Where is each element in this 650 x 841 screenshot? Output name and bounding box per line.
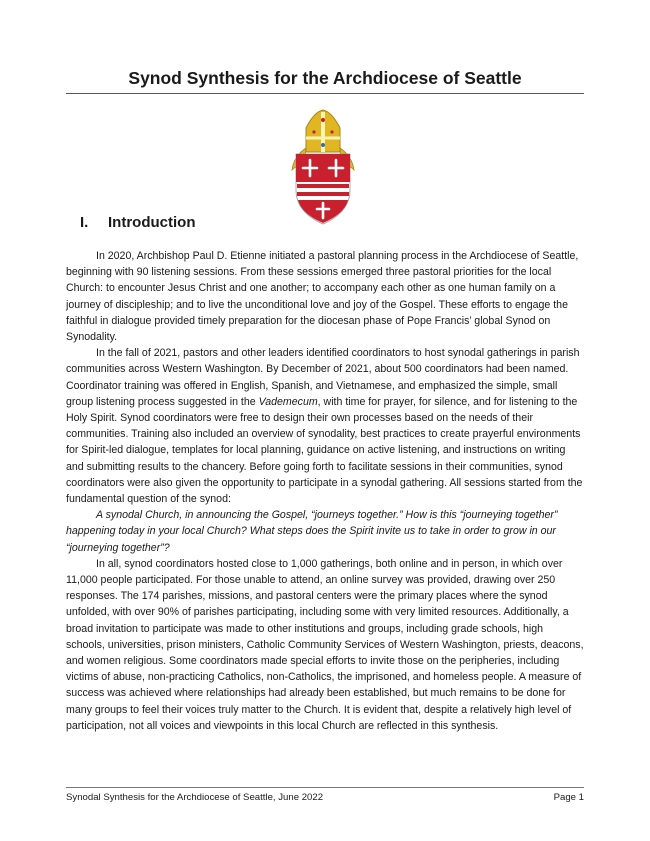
- title-divider: [66, 93, 584, 94]
- paragraph-text: In the fall of 2021, pastors and other leaders identified coordinators to host synodal gatherings in parish communities across Western Washington. By December of 2021, about 500 coordinators had been named. Coordinator training was offered in English, Spanish, and Vietnamese, and emphasized the simple, small group listening process suggested in the: [66, 347, 580, 408]
- paragraph: [66, 345, 584, 507]
- footer-divider: [66, 787, 584, 788]
- archdiocese-coat-of-arms-icon: [284, 108, 362, 228]
- paragraph: [66, 556, 584, 734]
- synod-question: [66, 507, 584, 556]
- paragraph-text: In all, synod coordinators hosted close to 1,000 gatherings, both online and in person, in which over 11,000 people participated. For those unable to attend, an online survey was provided, drawing over 250 responses. The 174 parishes, missions, and pastoral centers were the primary places where the synod unfolded, with over 90% of parishes participating, including some with very limited resources. Additionally, a broad invitation to participate was made to other institutions and groups, including grade schools, high schools, universities, prison ministers, Catholic Community Services of Western Washington, priests, deacons, and women religious. Some coordinators made special efforts to invite those on the peripheries, including victims of abuse, non-practicing Catholics, non-Catholics, the imprisoned, and homeless people. A measure of success was achieved where relationships had already been established, but much remains to be done for many groups to feel their voices truly matter to the Church. It is evident that, despite a relatively high level of participation, not all voices and viewpoints in this local Church are reflected in this synthesis.: [66, 557, 584, 732]
- emphasis-text: Vademecum: [258, 395, 318, 408]
- footer-document-title: Synodal Synthesis for the Archdiocese of Seattle, June 2022: [66, 792, 324, 803]
- question-text: A synodal Church, in announcing the Gospel, “journeys together.” How is this “journeying together” happening today in your local Church? What steps does the Spirit invite us to take in order to grow in our “journeying together”?: [66, 509, 558, 554]
- page-number: Page 1: [553, 792, 584, 803]
- section-heading: [80, 214, 195, 231]
- paragraph-text: In 2020, Archbishop Paul D. Etienne initiated a pastoral planning process in the Archdiocese of Seattle, beginning with 90 listening sessions. From these sessions emerged three pastoral priorities for the local Church: to encounter Jesus Christ and one another; to accompany each other as one human family on a journey of discipleship; and to live the unconditional love and joy of the Gospel. These efforts to engage the faithful in dialogue provided timely preparation for the diocesan phase of Pope Francis’ global Synod on Synodality.: [66, 250, 579, 344]
- section-number: I.: [80, 214, 89, 231]
- paragraph: [66, 248, 584, 345]
- paragraph-text: , with time for prayer, for silence, and for listening to the Holy Spirit. Synod coordinators were free to design their own processes based on the needs of their communities. Training also included an overview of synodality, best practices to create prayerful environments for Spirit-led dialogue, templates for local planning, guidance on active listening, and instructions on writing and submitting results to the chancery. Before going forth to facilitate sessions in their communities, synod coordinators were also given the opportunity to participate in a synodal gathering. All sessions started from the fundamental question of the synod:: [66, 395, 583, 506]
- section-title: Introduction: [108, 214, 196, 231]
- body-text: [66, 248, 584, 734]
- page-title: Synod Synthesis for the Archdiocese of Seattle: [128, 68, 522, 88]
